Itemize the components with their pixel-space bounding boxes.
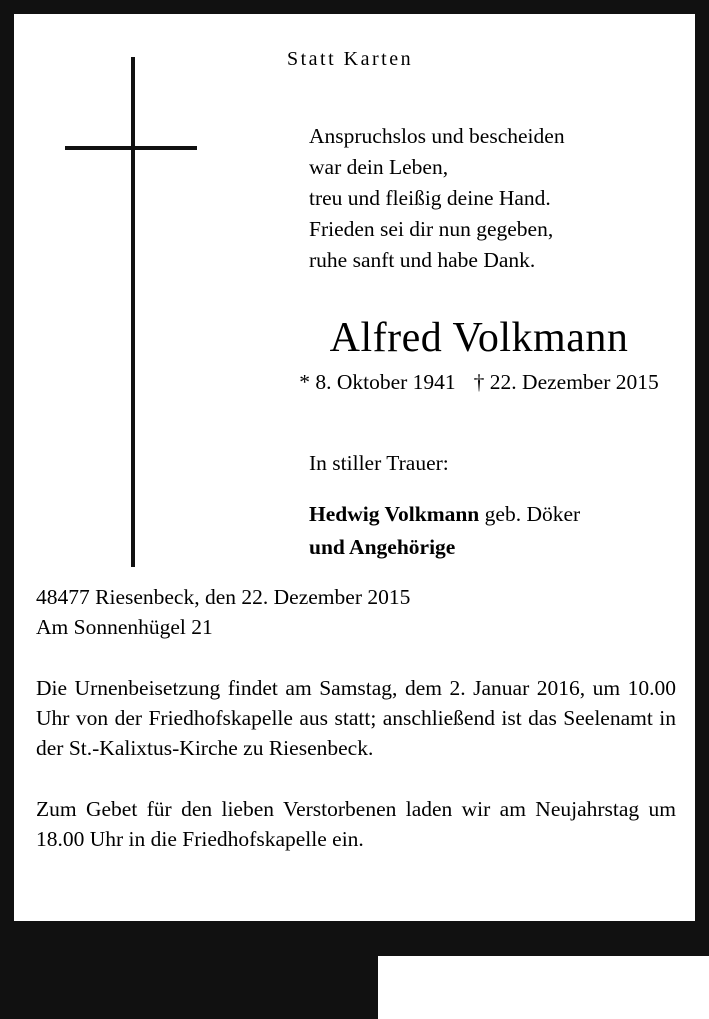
verse-line-4: Frieden sei dir nun gegeben,	[309, 217, 554, 241]
mourner-row-2	[309, 531, 689, 564]
address-line-1: 48477 Riesenbeck, den 22. Dezember 2015	[36, 585, 411, 609]
lower-text-block	[36, 582, 676, 854]
mourning-label: In stiller Trauer:	[309, 451, 449, 475]
deceased-name: Alfred Volkmann	[329, 315, 629, 361]
death-date: † 22. Dezember 2015	[473, 370, 659, 394]
verse-line-3: treu und fleißig deine Hand.	[309, 186, 551, 210]
verse-line-5: ruhe sanft und habe Dank.	[309, 248, 536, 272]
bottom-bar-left	[0, 935, 378, 1019]
burial-details-paragraph: Die Urnenbeisetzung findet am Samstag, dem 2. Januar 2016, um 10.00 Uhr von der Friedhofskapelle aus statt; anschließend ist das Seelenamt in der St.-Kalixtus-Kirche zu Riesenbeck.	[36, 676, 676, 760]
statt-karten-heading: Statt Karten	[287, 48, 414, 70]
cross-icon	[38, 34, 218, 574]
verse-line-2: war dein Leben,	[309, 155, 449, 179]
mourner-name-2: und Angehörige	[309, 535, 456, 559]
cross-horizontal-bar	[65, 146, 197, 150]
mourners-list	[309, 498, 689, 564]
life-dates	[269, 370, 689, 395]
mourner-row-1	[309, 498, 689, 531]
notice-card	[14, 14, 695, 921]
mourner-name-1: Hedwig Volkmann	[309, 502, 480, 526]
mourner-suffix-1: geb. Döker	[479, 502, 581, 526]
upper-text-column	[269, 34, 689, 564]
bottom-bar-right	[378, 935, 709, 956]
birth-date: * 8. Oktober 1941	[299, 370, 456, 394]
verse-line-1: Anspruchslos und bescheiden	[309, 124, 565, 148]
address-line-2: Am Sonnenhügel 21	[36, 615, 213, 639]
prayer-invitation-paragraph: Zum Gebet für den lieben Verstorbenen laden wir am Neujahrstag um 18.00 Uhr in die Friedhofskapelle ein.	[36, 797, 676, 851]
memorial-verse	[309, 121, 689, 276]
cross-vertical-bar	[131, 57, 135, 567]
